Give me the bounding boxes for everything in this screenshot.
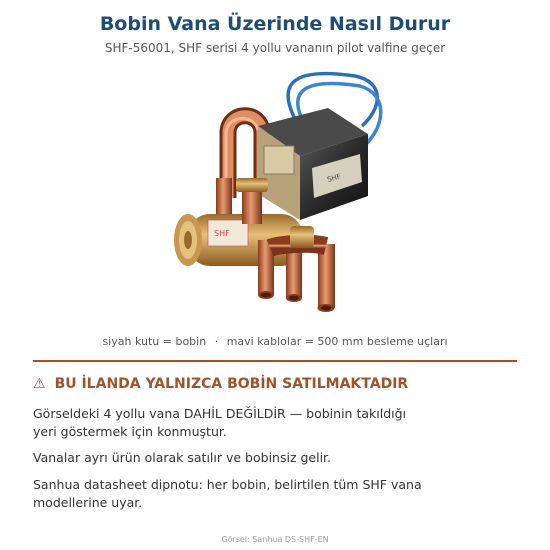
image-credit: Görsel: Sanhua DS-SHF-EN [221,535,329,544]
coil-label: SHF [326,172,342,184]
notice-paragraph-1: Görseldeki 4 yollu vana DAHİL DEĞİLDİR — bobinin takıldığı yeri göstermek için konmuştur. [33,406,407,439]
notice-paragraph-2: Vanalar ayrı ürün olarak satılır ve bobinsiz gelir. [33,450,332,465]
page-subtitle: SHF-56001, SHF serisi 4 yollu vananın pilot valfine geçer [104,41,446,55]
page-title: Bobin Vana Üzerinde Nasıl Durur [99,13,451,35]
caption-separator: · [214,335,219,348]
caption-coil: siyah kutu = bobin [102,335,207,348]
caption-wires: mavi kablolar = 500 mm besleme uçları [226,335,448,348]
body-label: SHF [214,229,230,238]
notice-heading-row [33,376,408,392]
warning-icon: ⚠ [33,376,46,392]
photo-caption [0,335,550,348]
section-divider [33,360,517,362]
notice-paragraph-3: Sanhua datasheet dipnotu: her bobin, belirtilen tüm SHF vana modellerine uyar. [33,477,422,510]
notice-heading: BU İLANDA YALNIZCA BOBİN SATILMAKTADIR [54,376,409,392]
valve-coil-photo [150,68,400,323]
